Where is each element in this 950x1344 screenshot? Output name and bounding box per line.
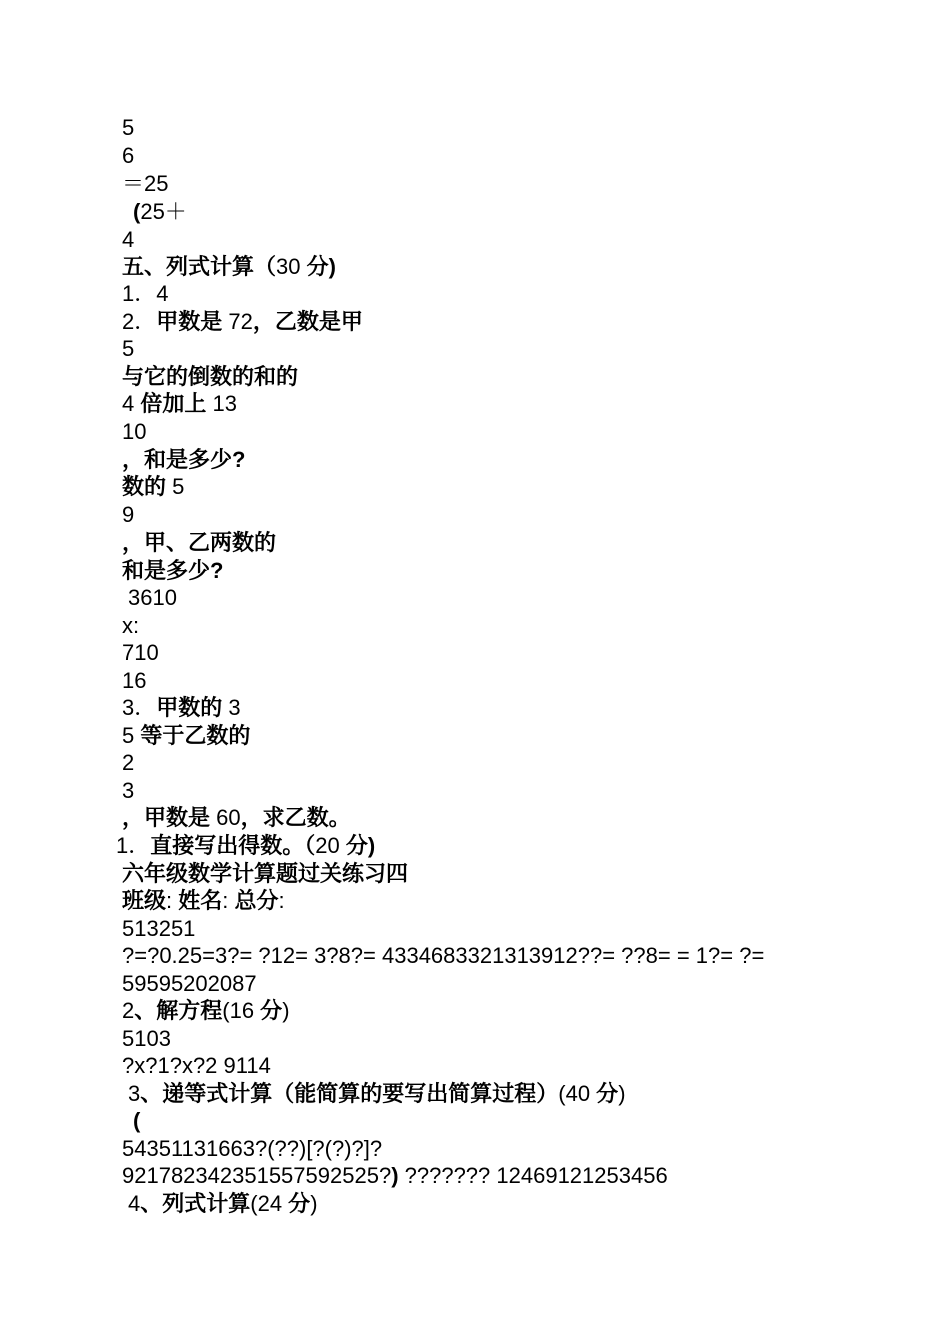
text-segment: 16	[122, 668, 147, 693]
text-segment: 直接写出得数。（	[150, 833, 316, 858]
text-segment: )	[618, 1081, 626, 1106]
text-segment: 分	[282, 1191, 311, 1216]
text-segment: ??????? 12469121253456	[398, 1163, 668, 1188]
text-segment: 等于乙数的	[140, 723, 251, 748]
text-segment: ，求乙数。	[240, 805, 351, 830]
text-segment: 1．	[116, 833, 151, 858]
text-line	[128, 1081, 626, 1107]
text-line	[122, 419, 146, 445]
text-line	[122, 750, 134, 776]
text-line	[122, 943, 764, 969]
text-line	[122, 171, 168, 197]
text-segment: 4	[122, 391, 141, 416]
text-segment: 4	[122, 227, 135, 252]
text-segment: 513251	[122, 916, 196, 941]
text-line	[128, 1191, 318, 1217]
text-line	[122, 668, 146, 694]
text-segment: 甲数是	[156, 309, 229, 334]
text-segment: (40	[558, 1081, 591, 1106]
text-line	[122, 281, 168, 307]
text-line	[122, 115, 134, 141]
text-segment: 1．4	[122, 281, 169, 306]
text-segment: 数的	[122, 474, 173, 499]
text-segment: 六年级数学计算题过关练习四	[122, 861, 409, 886]
text-line	[122, 558, 223, 584]
text-segment: 3．	[122, 695, 157, 720]
text-line	[133, 1108, 140, 1134]
text-line	[133, 199, 187, 225]
text-segment: 9	[122, 502, 135, 527]
text-segment: 710	[122, 640, 159, 665]
text-line	[122, 861, 408, 887]
text-line	[122, 998, 290, 1024]
text-segment: :	[166, 888, 173, 913]
text-segment: ＝25	[122, 171, 169, 196]
text-segment: 、递等式计算（能简算的要写出简算过程）	[140, 1081, 559, 1106]
text-line	[122, 695, 241, 721]
text-line	[122, 916, 195, 942]
text-segment: x:	[122, 613, 140, 638]
text-segment: 分)	[339, 833, 376, 858]
text-segment: 20	[315, 833, 340, 858]
text-segment: ，甲数是	[122, 805, 217, 830]
text-segment: 5	[122, 115, 135, 140]
text-line	[122, 971, 257, 997]
text-segment: 10	[122, 419, 147, 444]
text-segment: 25＋	[140, 199, 187, 224]
text-segment: ?=?0.25=3?= ?12= 3?8?= 4334683321313912??= ??8= = 1?= ?=	[122, 943, 765, 968]
text-segment: 5	[172, 474, 185, 499]
text-segment: 3	[228, 695, 241, 720]
text-segment: 分)	[300, 254, 336, 279]
text-segment: 3610	[128, 585, 177, 610]
text-segment: 、列式计算	[140, 1191, 251, 1216]
text-line	[122, 474, 184, 500]
text-segment: ，乙数是甲	[252, 309, 363, 334]
text-segment: 分	[590, 1081, 619, 1106]
text-line	[122, 309, 363, 335]
text-line	[122, 254, 336, 280]
text-segment: (	[133, 199, 141, 224]
text-segment: 与它的倒数的和的	[122, 364, 299, 389]
text-segment: 60	[216, 805, 241, 830]
text-segment: )	[391, 1163, 399, 1188]
text-segment: 5	[122, 336, 135, 361]
text-line	[128, 585, 177, 611]
text-segment: ，和是多少?	[122, 447, 246, 472]
text-line	[122, 1053, 271, 1079]
text-line	[122, 613, 139, 639]
text-line	[122, 805, 351, 831]
text-line	[122, 502, 134, 528]
text-segment: 30	[276, 254, 301, 279]
text-line	[122, 1136, 382, 1162]
text-line	[122, 143, 134, 169]
text-segment: (16	[222, 998, 255, 1023]
text-segment: 4	[128, 1191, 141, 1216]
text-segment: 分	[254, 998, 283, 1023]
text-segment: ，甲、乙两数的	[122, 530, 277, 555]
text-segment: 6	[122, 143, 135, 168]
text-segment: 总分	[228, 888, 279, 913]
text-line	[122, 447, 245, 473]
text-segment: )	[282, 998, 290, 1023]
text-segment: 921782342351557592525?	[122, 1163, 392, 1188]
text-segment: 五、列式计算（	[122, 254, 277, 279]
text-line	[122, 1163, 668, 1189]
text-segment: (	[133, 1108, 141, 1133]
text-segment: 13	[212, 391, 237, 416]
text-segment: 3	[128, 1081, 141, 1106]
text-line	[116, 833, 375, 859]
text-segment: 54351131663?(??)[?(?)?]?	[122, 1136, 383, 1161]
text-line	[122, 778, 134, 804]
text-line	[122, 530, 276, 556]
text-segment: 2	[122, 750, 135, 775]
text-segment: 2	[122, 998, 135, 1023]
text-segment: )	[310, 1191, 318, 1216]
text-segment: 3	[122, 778, 135, 803]
text-line	[122, 391, 237, 417]
text-segment: 59595202087	[122, 971, 257, 996]
text-segment: 倍加上	[140, 391, 213, 416]
text-segment: ?x?1?x?2 9114	[122, 1053, 271, 1078]
text-line	[122, 888, 285, 914]
text-line	[122, 1026, 171, 1052]
text-segment: 5103	[122, 1026, 171, 1051]
text-segment: 姓名	[172, 888, 223, 913]
text-segment: 72	[228, 309, 253, 334]
text-segment: 班级	[122, 888, 167, 913]
text-line	[122, 364, 298, 390]
text-segment: 2．	[122, 309, 157, 334]
text-segment: (24	[250, 1191, 283, 1216]
text-line	[122, 723, 250, 749]
text-segment: 甲数的	[156, 695, 229, 720]
text-segment: :	[222, 888, 229, 913]
text-segment: 和是多少?	[122, 558, 224, 583]
text-segment: :	[278, 888, 285, 913]
text-line	[122, 640, 159, 666]
text-line	[122, 336, 134, 362]
text-segment: 、解方程	[134, 998, 223, 1023]
text-segment: 5	[122, 723, 141, 748]
text-line	[122, 227, 134, 253]
